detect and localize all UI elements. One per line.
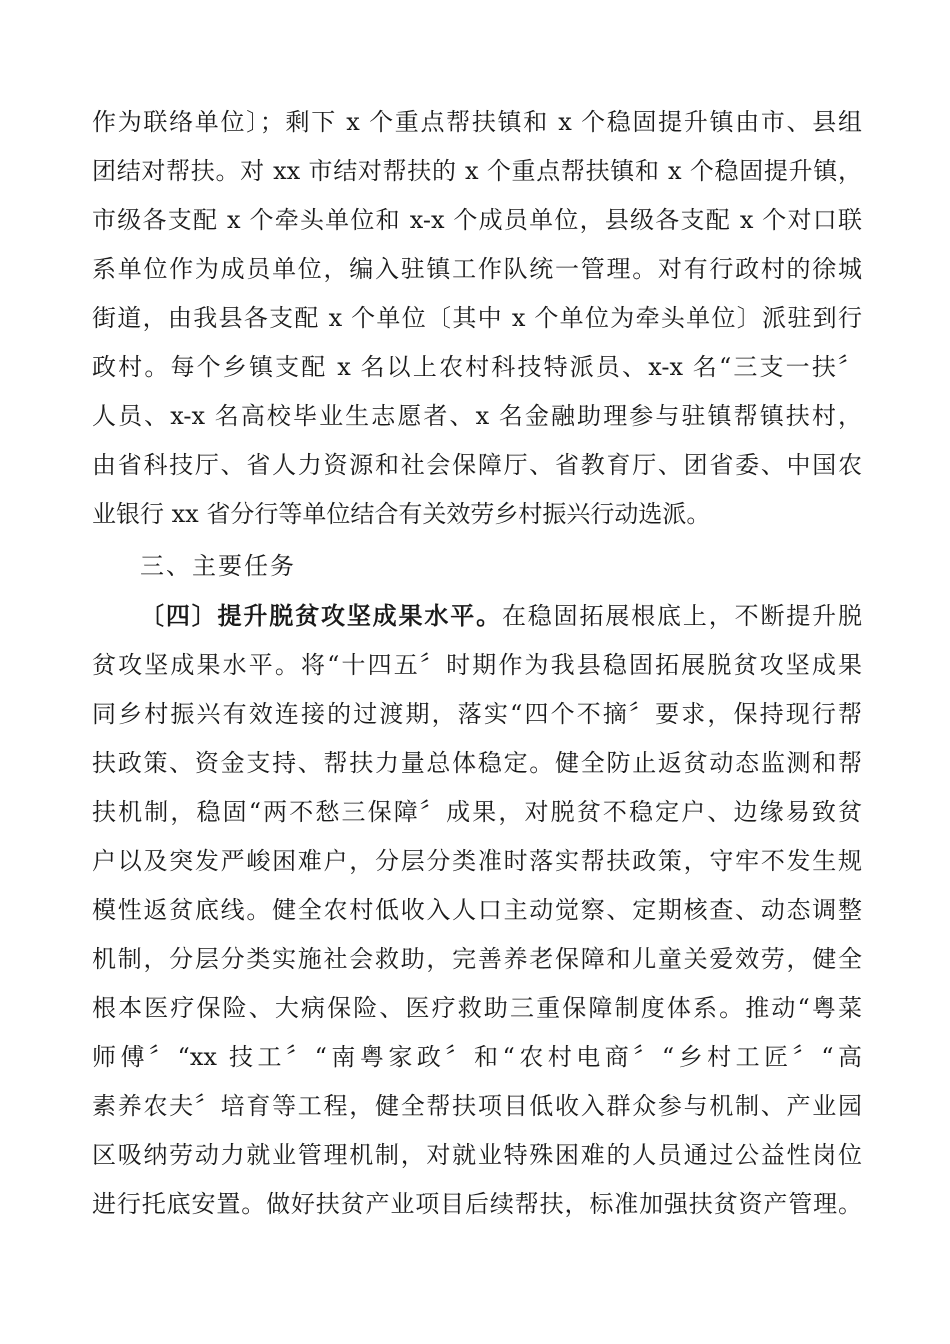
paragraph-line: 街道，由我县各支配 x 个单位〔其中 x 个单位为牵头单位〕派驻到行 [92,304,862,332]
paragraph-line: 根本医疗保险、大病保险、医疗救助三重保障制度体系。推动“粤菜 [92,994,862,1022]
paragraph-line: 同乡村振兴有效连接的过渡期，落实“四个不摘〞要求，保持现行帮 [92,700,862,728]
paragraph-lead-title: 〔四〕提升脱贫攻坚成果水平。 [140,602,502,630]
paragraph-line: 贫攻坚成果水平。将“十四五〞时期作为我县稳固拓展脱贫攻坚成果 [92,651,862,679]
paragraph-line: 由省科技厅、省人力资源和社会保障厅、省教育厅、团省委、中国农 [92,451,862,479]
paragraph-line: 扶机制，稳固“两不愁三保障〞成果，对脱贫不稳定户、边缘易致贫 [92,798,862,826]
section-heading: 三、主要任务 [140,552,296,580]
paragraph-line: 作为联络单位〕；剩下 x 个重点帮扶镇和 x 个稳固提升镇由市、县组 [92,108,862,136]
paragraph-first-line-rest: 在稳固拓展根底上，不断提升脱 [501,602,863,630]
paragraph-line: 团结对帮扶。对 xx 市结对帮扶的 x 个重点帮扶镇和 x 个稳固提升镇， [92,157,862,185]
paragraph-line: 市级各支配 x 个牵头单位和 x-x 个成员单位，县级各支配 x 个对口联 [92,206,862,234]
paragraph-line: 模性返贫底线。健全农村低收入人口主动觉察、定期核查、动态调整 [92,896,862,924]
paragraph-line: 人员、x-x 名高校毕业生志愿者、x 名金融助理参与驻镇帮镇扶村， [92,402,862,430]
paragraph-line: 区吸纳劳动力就业管理机制，对就业特殊困难的人员通过公益性岗位 [92,1141,862,1169]
paragraph-first-line [140,596,862,636]
paragraph-line: 机制，分层分类实施社会救助，完善养老保障和儿童关爱效劳，健全 [92,945,862,973]
paragraph-line: 系单位作为成员单位，编入驻镇工作队统一管理。对有行政村的徐城 [92,255,862,283]
paragraph-line: 户以及突发严峻困难户，分层分类准时落实帮扶政策，守牢不发生规 [92,847,862,875]
paragraph-line: 政村。每个乡镇支配 x 名以上农村科技特派员、x-x 名“三支一扶〞 [92,353,862,381]
paragraph-line: 师傅〞“xx 技工〞“南粤家政〞和“农村电商〞“乡村工匠〞“高 [92,1043,862,1071]
paragraph-line: 业银行 xx 省分行等单位结合有关效劳乡村振兴行动选派。 [92,500,711,528]
paragraph-line: 扶政策、资金支持、帮扶力量总体稳定。健全防止返贫动态监测和帮 [92,749,862,777]
paragraph-line: 素养农夫〞培育等工程，健全帮扶项目低收入群众参与机制、产业园 [92,1092,862,1120]
paragraph-line: 进行托底安置。做好扶贫产业项目后续帮扶，标准加强扶贫资产管理。 [92,1190,862,1218]
